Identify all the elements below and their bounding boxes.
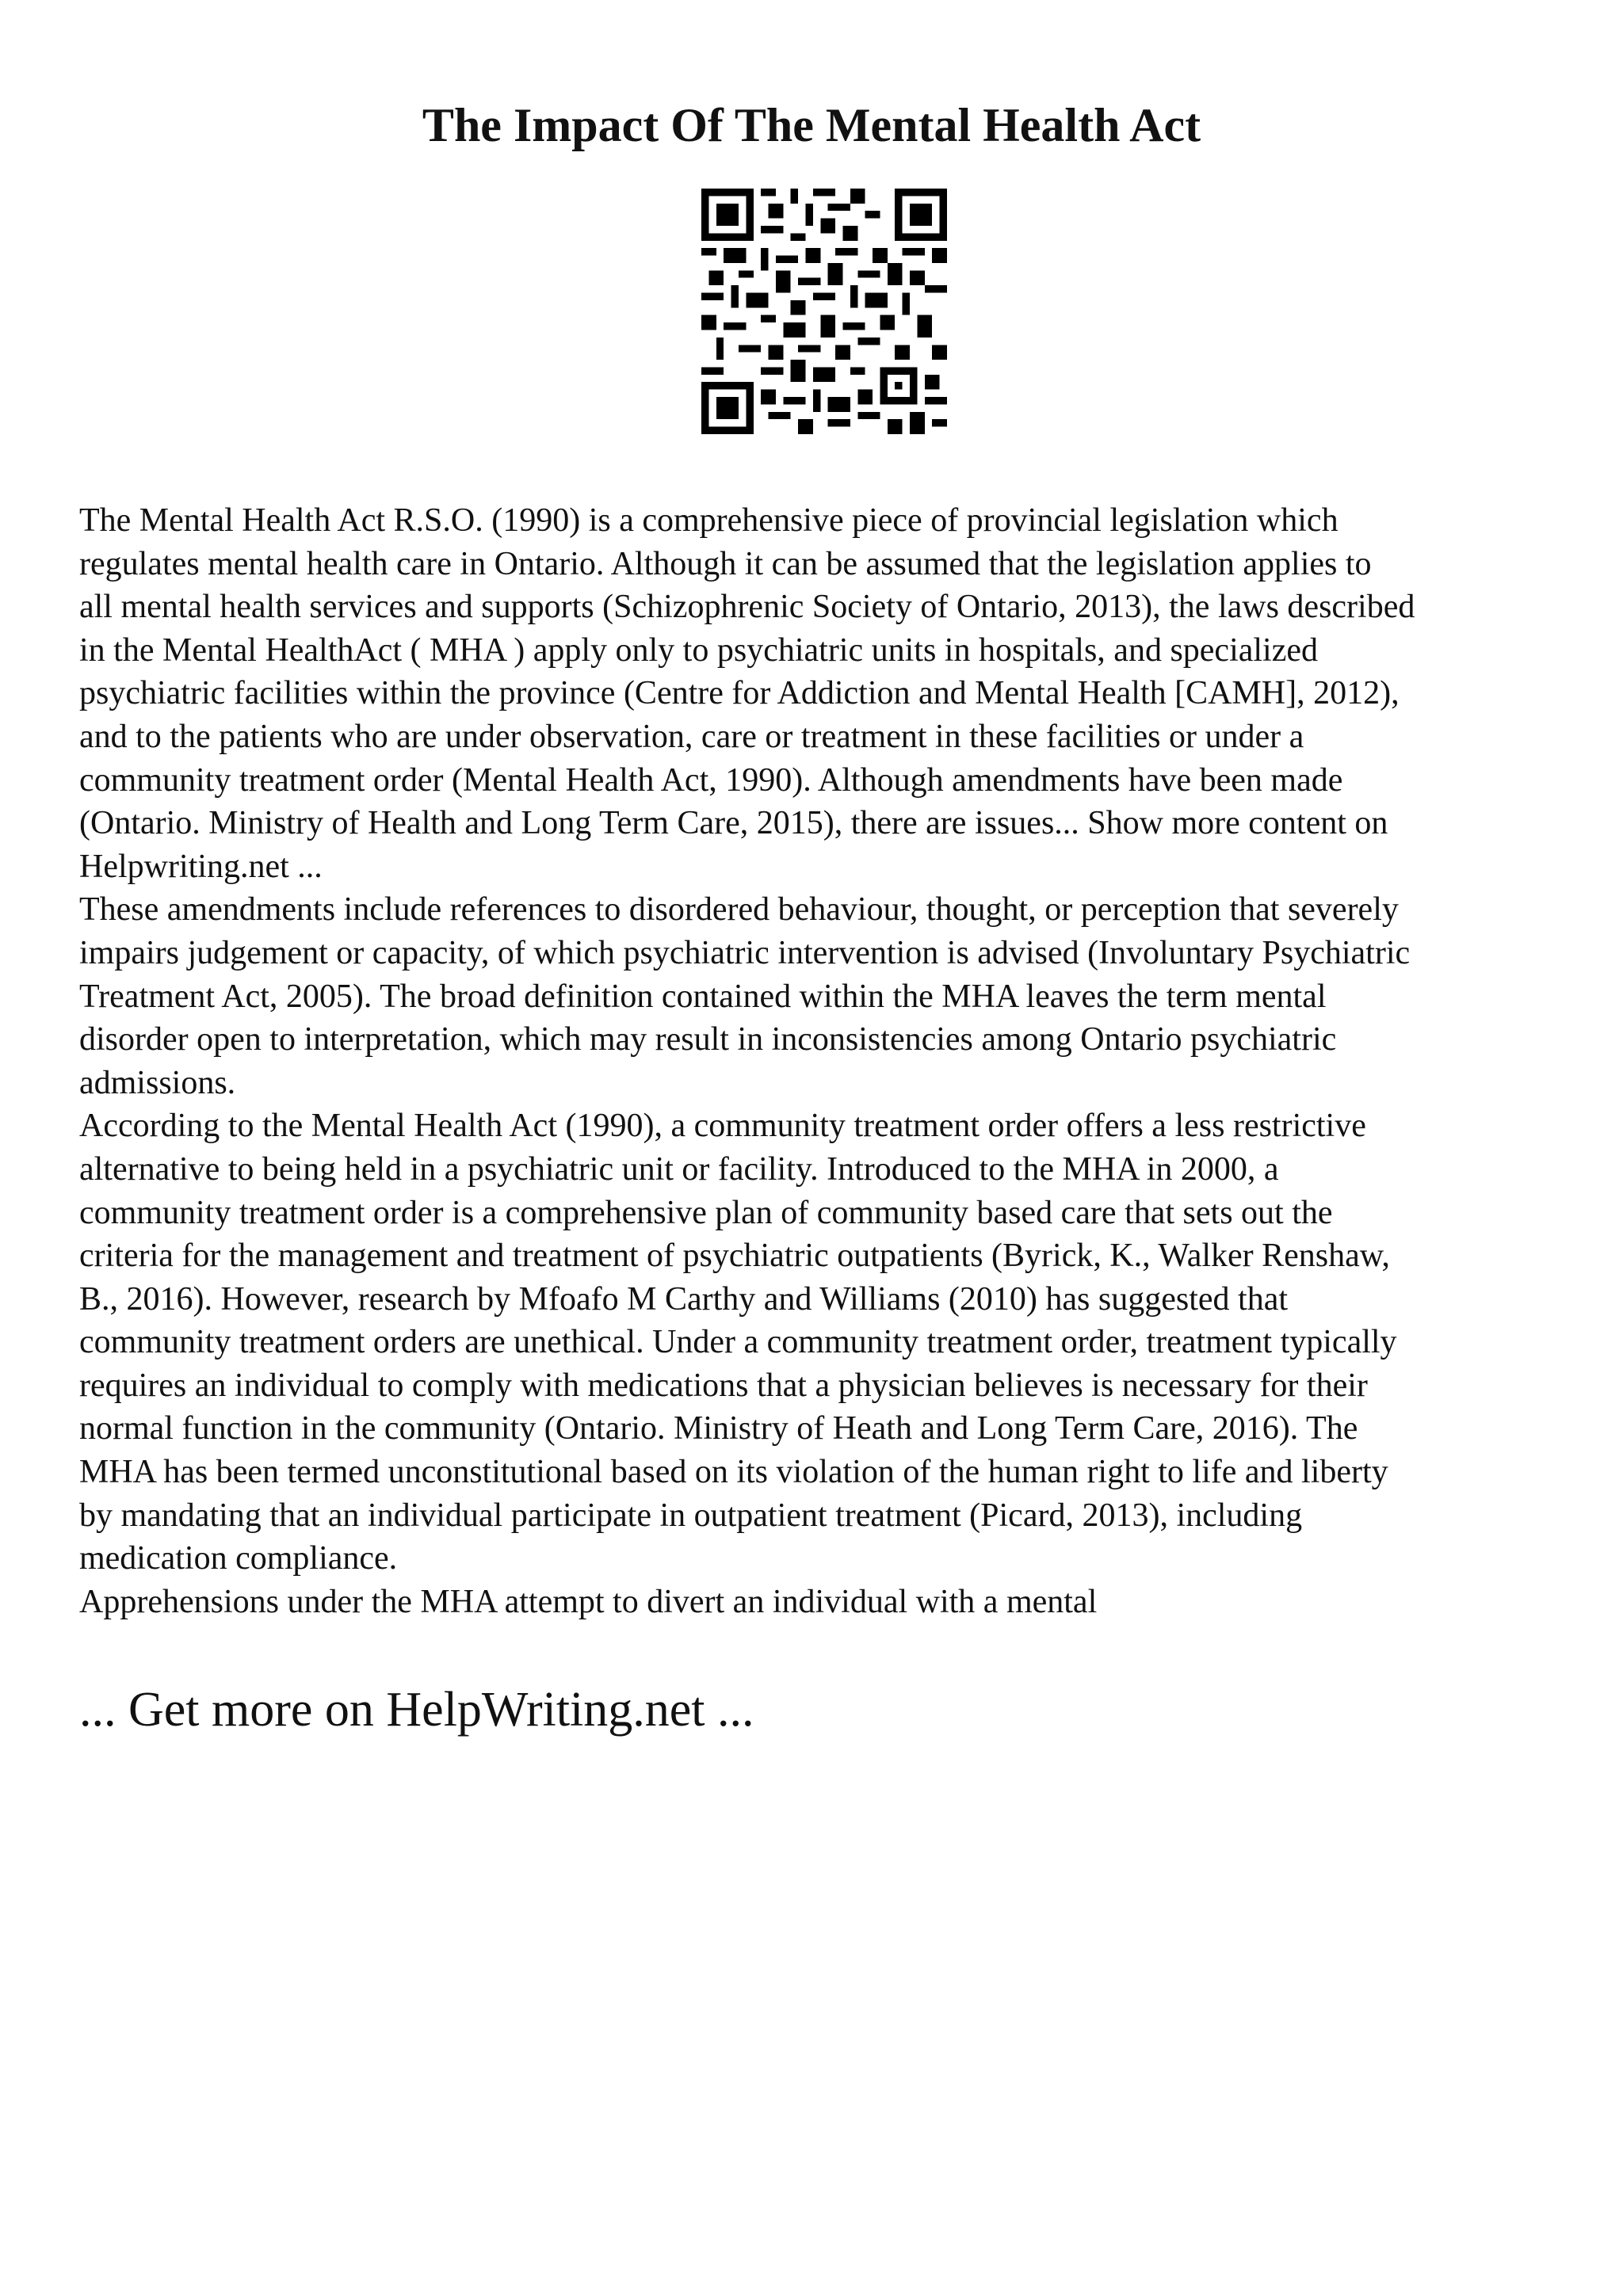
body-line: regulates mental health care in Ontario. Although it can be assumed that the legislation applies to — [79, 545, 1372, 582]
qr-code-icon — [701, 189, 947, 434]
body-line: psychiatric facilities within the province (Centre for Addiction and Mental Health [CAMH], 2012), — [79, 675, 1400, 712]
body-line: MHA has been termed unconstitutional based on its violation of the human right to life and liberty — [79, 1454, 1388, 1491]
body-line: disorder open to interpretation, which may result in inconsistencies among Ontario psychiatric — [79, 1021, 1337, 1058]
body-line: requires an individual to comply with medications that a physician believes is necessary for their — [79, 1367, 1368, 1404]
document-title: The Impact Of The Mental Health Act — [422, 99, 1201, 151]
body-line: Apprehensions under the MHA attempt to divert an individual with a mental — [79, 1583, 1098, 1620]
body-line: admissions. — [79, 1064, 236, 1101]
body-line: Helpwriting.net ... — [79, 848, 323, 885]
body-line: community treatment order (Mental Health Act, 1990). Although amendments have been made — [79, 761, 1343, 799]
body-line: normal function in the community (Ontario. Ministry of Heath and Long Term Care, 2016). The — [79, 1410, 1358, 1447]
get-more-link[interactable]: ... Get more on HelpWriting.net ... — [79, 1683, 754, 1737]
body-line: all mental health services and supports (Schizophrenic Society of Ontario, 2013), the laws described — [79, 589, 1415, 626]
body-line: criteria for the management and treatment of psychiatric outpatients (Byrick, K., Walker Renshaw, — [79, 1238, 1390, 1275]
body-line: Treatment Act, 2005). The broad definition contained within the MHA leaves the term mental — [79, 978, 1327, 1015]
body-line: impairs judgement or capacity, of which psychiatric intervention is advised (Involuntary Psychiatric — [79, 934, 1411, 971]
body-line: medication compliance. — [79, 1540, 398, 1577]
body-line: The Mental Health Act R.S.O. (1990) is a comprehensive piece of provincial legislation which — [79, 502, 1338, 539]
body-line: in the Mental HealthAct ( MHA ) apply only to psychiatric units in hospitals, and specialized — [79, 631, 1319, 669]
body-line: community treatment order is a comprehensive plan of community based care that sets out the — [79, 1194, 1333, 1231]
body-line: B., 2016). However, research by Mfoafo M Carthy and Williams (2010) has suggested that — [79, 1280, 1289, 1318]
body-line: (Ontario. Ministry of Health and Long Term Care, 2015), there are issues... Show more content on — [79, 805, 1388, 842]
body-line: alternative to being held in a psychiatric unit or facility. Introduced to the MHA in 2000, a — [79, 1150, 1279, 1188]
body-line: by mandating that an individual participate in outpatient treatment (Picard, 2013), including — [79, 1497, 1303, 1534]
body-line: According to the Mental Health Act (1990), a community treatment order offers a less restrictive — [79, 1108, 1366, 1145]
body-line: These amendments include references to disordered behaviour, thought, or perception that severely — [79, 891, 1399, 929]
body-line: and to the patients who are under observation, care or treatment in these facilities or under a — [79, 718, 1304, 755]
article-body — [79, 499, 1569, 1623]
body-line: community treatment orders are unethical. Under a community treatment order, treatment typically — [79, 1324, 1397, 1361]
